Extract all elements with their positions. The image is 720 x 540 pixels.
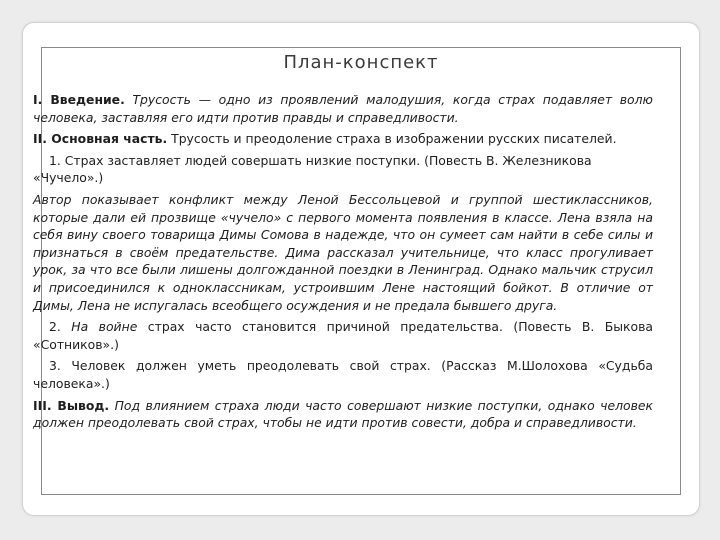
conclusion-paragraph	[33, 397, 653, 432]
intro-paragraph	[33, 91, 653, 126]
point-2-number: 2.	[49, 319, 61, 335]
page-title: План-конспект	[283, 52, 439, 73]
main-part-text: Трусость и преодоление страха в изображении русских писателей.	[171, 131, 617, 147]
intro-label: I. Введение.	[33, 92, 125, 107]
point-2-text: страх часто становится причиной предательства. (Повесть В. Быкова «Сотников».)	[33, 319, 653, 352]
point-1-body	[33, 191, 653, 314]
slide	[22, 22, 700, 516]
main-part-paragraph	[33, 130, 653, 148]
conclusion-text: Под влиянием страха люди часто совершают низкие поступки, однако человек должен преодолевать свой страх, чтобы не идти против совести, добра и справедливости.	[33, 397, 653, 431]
point-3: 3. Человек должен уметь преодолевать свой страх. (Рассказ М.Шолохова «Судьба человека».)	[33, 358, 653, 391]
point-2-italic: На войне	[71, 319, 138, 335]
intro-text: Трусость — одно из проявлений малодушия, когда страх подавляет волю человека, заставляя его идти против правды и справедливости.	[33, 92, 653, 125]
point-2	[33, 318, 653, 353]
main-part-label: II. Основная часть.	[33, 131, 168, 147]
outline-body	[33, 91, 653, 436]
point-1-body-text: Автор показывает конфликт между Леной Бессольцевой и группой шестиклассников, которые дали ей прозвище «чучело» с первого момента появления в классе. Лена взяла на себя вину своего товарища Димы Сомова в надежде, что он сумеет сам найти в себе силы и признаться в своём предательстве. Дима рассказал учительнице, что класс прогуливает урок, за что все были лишены долгожданной поездки в Ленинград. Однако мальчик струсил и присоединился к одноклассникам, устроившим Лене настоящий бойкот. В отличие от Димы, Лена не испугалась всеобщего осуждения и не предала бывшего друга.	[33, 191, 653, 313]
point-1: 1. Страх заставляет людей совершать низкие поступки. (Повесть В. Железникова «Чучело».)	[33, 152, 592, 186]
conclusion-label: III. Вывод.	[33, 397, 110, 413]
